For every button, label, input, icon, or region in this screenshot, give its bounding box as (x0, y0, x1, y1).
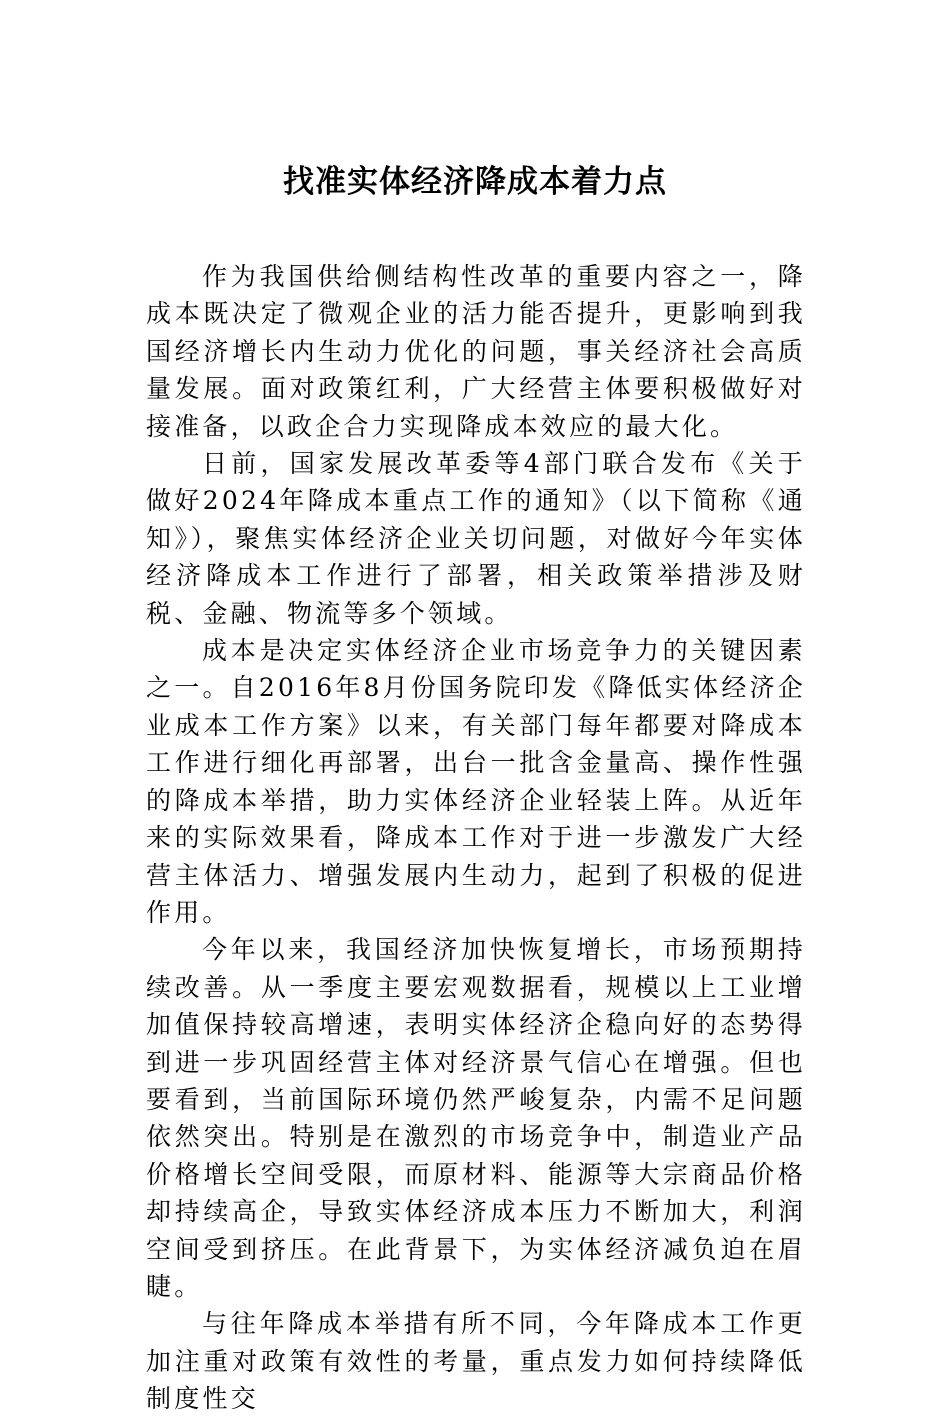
paragraph: 日前，国家发展改革委等4部门联合发布《关于做好2024年降成本重点工作的通知》（以下简称《通知》），聚焦实体经济企业关切问题，对做好今年实体经济降成本工作进行了部署，相关政策举措涉及财税、金融、物流等多个领域。 (146, 449, 806, 628)
document-body (146, 258, 806, 1418)
paragraph: 与往年降成本举措有所不同，今年降成本工作更加注重对政策有效性的考量，重点发力如何持续降低制度性交 (146, 1309, 806, 1414)
paragraph: 今年以来，我国经济加快恢复增长，市场预期持续改善。从一季度主要宏观数据看，规模以上工业增加值保持较高增速，表明实体经济企稳向好的态势得到进一步巩固经营主体对经济景气信心在增强。但也要看到，当前国际环境仍然严峻复杂，内需不足问题依然突出。特别是在激烈的市场竞争中，制造业产品价格增长空间受限，而原材料、能源等大宗商品价格却持续高企，导致实体经济成本压力不断加大，利润空间受到挤压。在此背景下，为实体经济减负迫在眉睫。 (146, 935, 806, 1301)
paragraph: 作为我国供给侧结构性改革的重要内容之一，降成本既决定了微观企业的活力能否提升，更影响到我国经济增长内生动力优化的问题，事关经济社会高质量发展。面对政策红利，广大经营主体要积极做好对接准备，以政企合力实现降成本效应的最大化。 (146, 262, 806, 441)
document-title: 找准实体经济降成本着力点 (283, 164, 667, 200)
paragraph: 成本是决定实体经济企业市场竞争力的关键因素之一。自2016年8月份国务院印发《降低实体经济企业成本工作方案》以来，有关部门每年都要对降成本工作进行细化再部署，出台一批含金量高、操作性强的降成本举措，助力实体经济企业轻装上阵。从近年来的实际效果看，降成本工作对于进一步激发广大经营主体活力、增强发展内生动力，起到了积极的促进作用。 (146, 636, 806, 927)
